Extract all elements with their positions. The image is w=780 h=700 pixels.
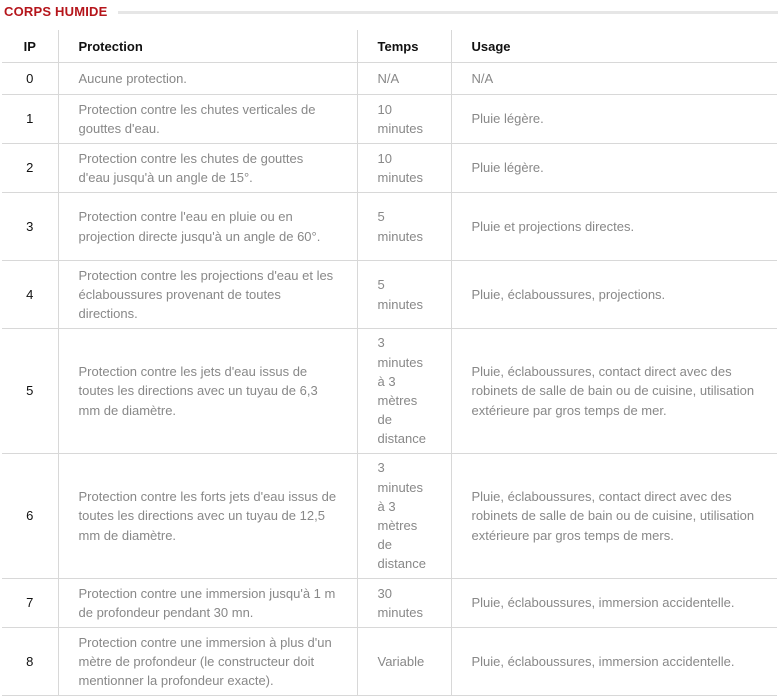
temps-cell: 3 minutes à 3 mètres de distance (357, 329, 451, 454)
usage-cell: Pluie, éclaboussures, immersion accidentelle. (451, 628, 777, 696)
table-header-row (2, 30, 777, 63)
table-row (2, 329, 777, 454)
protection-cell: Protection contre les projections d'eau et les éclaboussures provenant de toutes directions. (58, 261, 357, 329)
table-row (2, 193, 777, 261)
usage-cell: Pluie, éclaboussures, contact direct avec des robinets de salle de bain ou de cuisine, utilisation extérieure par gros temps de mers. (451, 454, 777, 579)
table-row (2, 95, 777, 144)
table-row (2, 63, 777, 95)
ip-cell: 4 (2, 261, 58, 329)
ip-cell: 8 (2, 628, 58, 696)
table-row (2, 454, 777, 579)
protection-cell: Protection contre l'eau en pluie ou en projection directe jusqu'à un angle de 60°. (58, 193, 357, 261)
section-header (0, 0, 780, 26)
section-title: CORPS HUMIDE (4, 4, 108, 19)
temps-cell: Variable (357, 628, 451, 696)
ip-cell: 2 (2, 144, 58, 193)
column-header-protection: Protection (58, 30, 357, 63)
usage-cell: Pluie et projections directes. (451, 193, 777, 261)
temps-cell: 5 minutes (357, 261, 451, 329)
usage-cell: Pluie légère. (451, 144, 777, 193)
column-header-ip: IP (2, 30, 58, 63)
protection-cell: Aucune protection. (58, 63, 357, 95)
protection-cell: Protection contre les jets d'eau issus de toutes les directions avec un tuyau de 6,3 mm de diamètre. (58, 329, 357, 454)
table-row (2, 144, 777, 193)
protection-cell: Protection contre les chutes de gouttes d'eau jusqu'à un angle de 15°. (58, 144, 357, 193)
temps-cell: 10 minutes (357, 144, 451, 193)
temps-cell: 5 minutes (357, 193, 451, 261)
protection-cell: Protection contre une immersion jusqu'à 1 m de profondeur pendant 30 mn. (58, 579, 357, 628)
ip-cell: 3 (2, 193, 58, 261)
section-divider (118, 11, 778, 14)
table-body (2, 63, 777, 696)
temps-cell: 10 minutes (357, 95, 451, 144)
ip-cell: 0 (2, 63, 58, 95)
ip-rating-table (2, 30, 777, 696)
temps-cell: 30 minutes (357, 579, 451, 628)
protection-cell: Protection contre les chutes verticales de gouttes d'eau. (58, 95, 357, 144)
table-row (2, 628, 777, 696)
column-header-temps: Temps (357, 30, 451, 63)
protection-cell: Protection contre les forts jets d'eau issus de toutes les directions avec un tuyau de 12,5 mm de diamètre. (58, 454, 357, 579)
ip-cell: 6 (2, 454, 58, 579)
table-row (2, 261, 777, 329)
ip-cell: 1 (2, 95, 58, 144)
ip-cell: 5 (2, 329, 58, 454)
temps-cell: 3 minutes à 3 mètres de distance (357, 454, 451, 579)
usage-cell: Pluie légère. (451, 95, 777, 144)
protection-cell: Protection contre une immersion à plus d'un mètre de profondeur (le constructeur doit mentionner la profondeur exacte). (58, 628, 357, 696)
usage-cell: N/A (451, 63, 777, 95)
usage-cell: Pluie, éclaboussures, immersion accidentelle. (451, 579, 777, 628)
temps-cell: N/A (357, 63, 451, 95)
usage-cell: Pluie, éclaboussures, contact direct avec des robinets de salle de bain ou de cuisine, utilisation extérieure par gros temps de mer. (451, 329, 777, 454)
column-header-usage: Usage (451, 30, 777, 63)
table-row (2, 579, 777, 628)
ip-cell: 7 (2, 579, 58, 628)
usage-cell: Pluie, éclaboussures, projections. (451, 261, 777, 329)
